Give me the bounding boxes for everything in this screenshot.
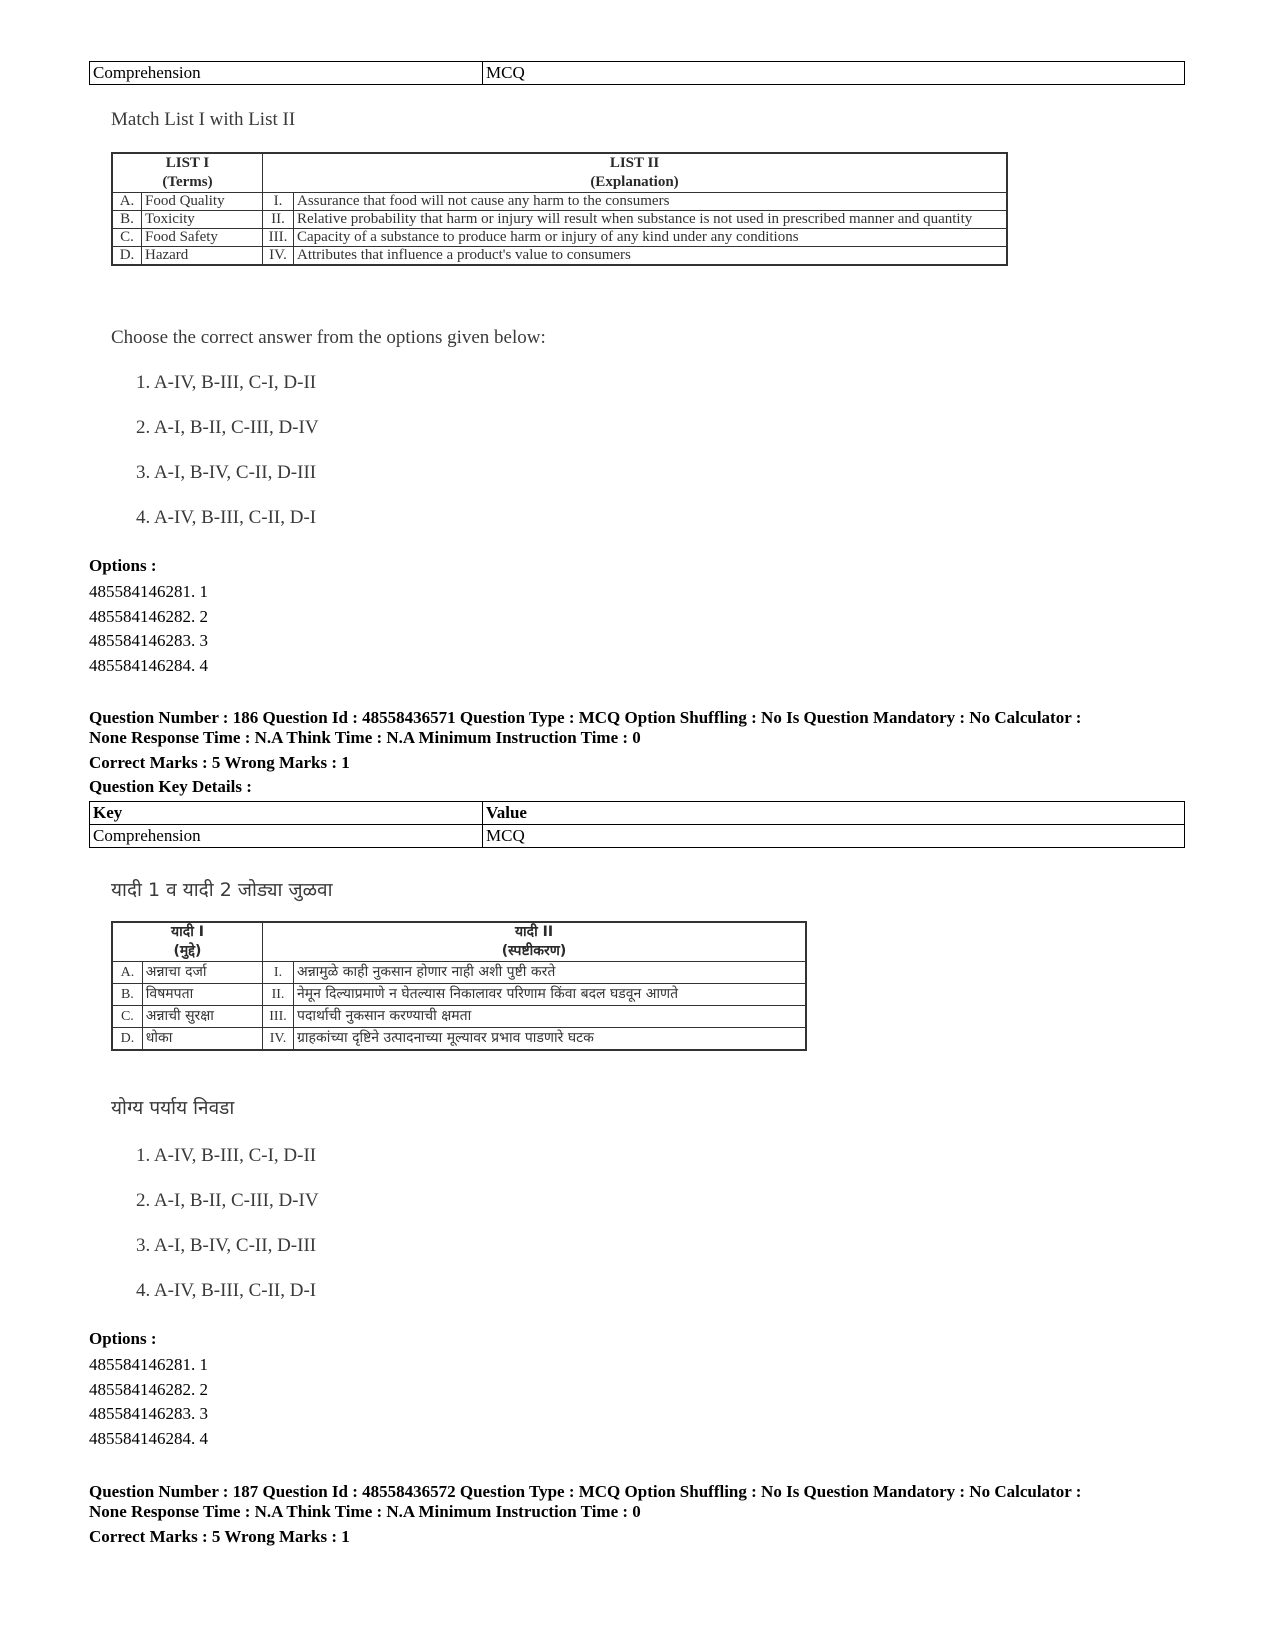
key-table-186: [89, 801, 1185, 848]
row-term: धोका: [142, 1028, 262, 1051]
list2-header: [263, 922, 807, 962]
choice-item: 2. A-I, B-II, C-III, D-IV: [136, 417, 319, 438]
row-letter: A.: [112, 962, 142, 984]
key-header-cell: Key: [90, 802, 483, 825]
question-instruction: Match List I with List II: [111, 109, 296, 130]
option-item: 485584146282. 2: [89, 1379, 208, 1399]
match-row: [112, 962, 806, 984]
row-explanation: ग्राहकांच्या दृष्टिने उत्पादनाच्या मूल्यावर प्रभाव पाडणारे घटक: [294, 1028, 807, 1051]
options-label: Options :: [89, 1329, 157, 1348]
row-letter: A.: [112, 193, 142, 211]
row-explanation: अन्नामुळे काही नुकसान होणार नाही अशी पुष्टी करते: [294, 962, 807, 984]
marks-line: Correct Marks : 5 Wrong Marks : 1: [89, 1527, 350, 1546]
value-cell: MCQ: [483, 62, 1185, 85]
list1-header: [112, 922, 263, 962]
row-numeral: IV.: [263, 247, 294, 266]
row-term: विषमपता: [142, 984, 262, 1006]
choice-item: 3. A-I, B-IV, C-II, D-III: [136, 462, 317, 483]
match-row: [112, 1006, 806, 1028]
row-letter: B.: [112, 211, 142, 229]
row-explanation: नेमून दिल्याप्रमाणे न घेतल्यास निकालावर परिणाम किंवा बदल घडवून आणते: [294, 984, 807, 1006]
row-numeral: II.: [263, 984, 294, 1006]
row-term: Food Safety: [142, 229, 263, 247]
match-table-marathi: [111, 921, 807, 1051]
row-explanation: Capacity of a substance to produce harm or injury of any kind under any conditions: [294, 229, 1008, 247]
marks-line: Correct Marks : 5 Wrong Marks : 1: [89, 753, 350, 772]
row-numeral: III.: [263, 229, 294, 247]
question-meta-187: [89, 1482, 1199, 1522]
choose-prompt: Choose the correct answer from the options given below:: [111, 327, 546, 348]
match-row: [112, 984, 806, 1006]
row-term: अन्नाचा दर्जा: [142, 962, 262, 984]
key-table-top: [89, 61, 1185, 85]
row-numeral: IV.: [263, 1028, 294, 1051]
choice-item: 3. A-I, B-IV, C-II, D-III: [136, 1235, 317, 1256]
match-header-row: [112, 153, 1007, 193]
option-item: 485584146281. 1: [89, 582, 208, 601]
list2-subtitle: (स्पष्टीकरण): [501, 943, 567, 959]
row-explanation: पदार्थाची नुकसान करण्याची क्षमता: [294, 1006, 807, 1028]
question-meta-186: [89, 708, 1199, 748]
row-term: Food Quality: [142, 193, 263, 211]
question-meta-line: Question Number : 187 Question Id : 48558436572 Question Type : MCQ Option Shuffling : No Is Question Mandatory : No Calculator :: [89, 1482, 1082, 1501]
row-numeral: III.: [263, 1006, 294, 1028]
question-meta-line: None Response Time : N.A Think Time : N.A Minimum Instruction Time : 0: [89, 1502, 641, 1521]
value-header-cell: Value: [483, 802, 1185, 825]
list1-header: [112, 153, 263, 193]
match-row: [112, 247, 1007, 266]
option-item: 485584146284. 4: [89, 1428, 208, 1448]
match-row: [112, 211, 1007, 229]
row-numeral: I.: [263, 962, 294, 984]
option-item: 485584146283. 3: [89, 631, 208, 650]
row-letter: B.: [112, 984, 142, 1006]
match-row: [112, 229, 1007, 247]
row-numeral: II.: [263, 211, 294, 229]
row-term: Toxicity: [142, 211, 263, 229]
option-item: 485584146282. 2: [89, 606, 208, 626]
list2-subtitle: (Explanation): [590, 174, 679, 190]
option-item: 485584146281. 1: [89, 1355, 208, 1374]
choice-item: 1. A-IV, B-III, C-I, D-II: [136, 1145, 317, 1166]
list2-header: [263, 153, 1008, 193]
row-explanation: Attributes that influence a product's value to consumers: [294, 247, 1008, 266]
question-meta-line: Question Number : 186 Question Id : 48558436571 Question Type : MCQ Option Shuffling : No Is Question Mandatory : No Calculator :: [89, 708, 1082, 727]
question-instruction: यादी 1 व यादी 2 जोड्या जुळवा: [111, 879, 333, 901]
key-cell: Comprehension: [90, 62, 483, 85]
row-letter: D.: [112, 247, 142, 266]
list1-subtitle: (मुद्दे): [173, 943, 202, 959]
key-row: [90, 825, 1185, 848]
key-header-row: [90, 802, 1185, 825]
option-item: 485584146284. 4: [89, 655, 208, 675]
row-term: अन्नाची सुरक्षा: [142, 1006, 262, 1028]
question-meta-line: None Response Time : N.A Think Time : N.A Minimum Instruction Time : 0: [89, 728, 641, 747]
row-letter: C.: [112, 229, 142, 247]
choice-item: 1. A-IV, B-III, C-I, D-II: [136, 372, 317, 393]
match-row: [112, 193, 1007, 211]
row-explanation: Relative probability that harm or injury will result when substance is not used in prescribed manner and quantity: [294, 211, 1008, 229]
row-term: Hazard: [142, 247, 263, 266]
choice-item: 4. A-IV, B-III, C-II, D-I: [136, 1280, 317, 1301]
match-row: [112, 1028, 806, 1051]
options-list: [89, 580, 208, 678]
choice-item: 4. A-IV, B-III, C-II, D-I: [136, 507, 317, 528]
key-details-label: Question Key Details :: [89, 777, 252, 796]
choose-prompt: योग्य पर्याय निवडा: [111, 1097, 235, 1119]
row-letter: C.: [112, 1006, 142, 1028]
options-list: [89, 1353, 208, 1451]
option-item: 485584146283. 3: [89, 1404, 208, 1423]
choice-item: 2. A-I, B-II, C-III, D-IV: [136, 1190, 319, 1211]
list1-title: LIST I: [165, 155, 210, 171]
match-table-english: [111, 152, 1008, 266]
row-letter: D.: [112, 1028, 142, 1051]
match-header-row: [112, 922, 806, 962]
value-cell: MCQ: [483, 825, 1185, 848]
list1-subtitle: (Terms): [162, 174, 213, 190]
options-label: Options :: [89, 556, 157, 575]
list2-title: LIST II: [609, 155, 660, 171]
key-cell: Comprehension: [90, 825, 483, 848]
list1-title: यादी I: [171, 924, 204, 940]
list2-title: यादी II: [514, 924, 554, 940]
row-numeral: I.: [263, 193, 294, 211]
row-explanation: Assurance that food will not cause any harm to the consumers: [294, 193, 1008, 211]
key-row: [90, 62, 1185, 85]
